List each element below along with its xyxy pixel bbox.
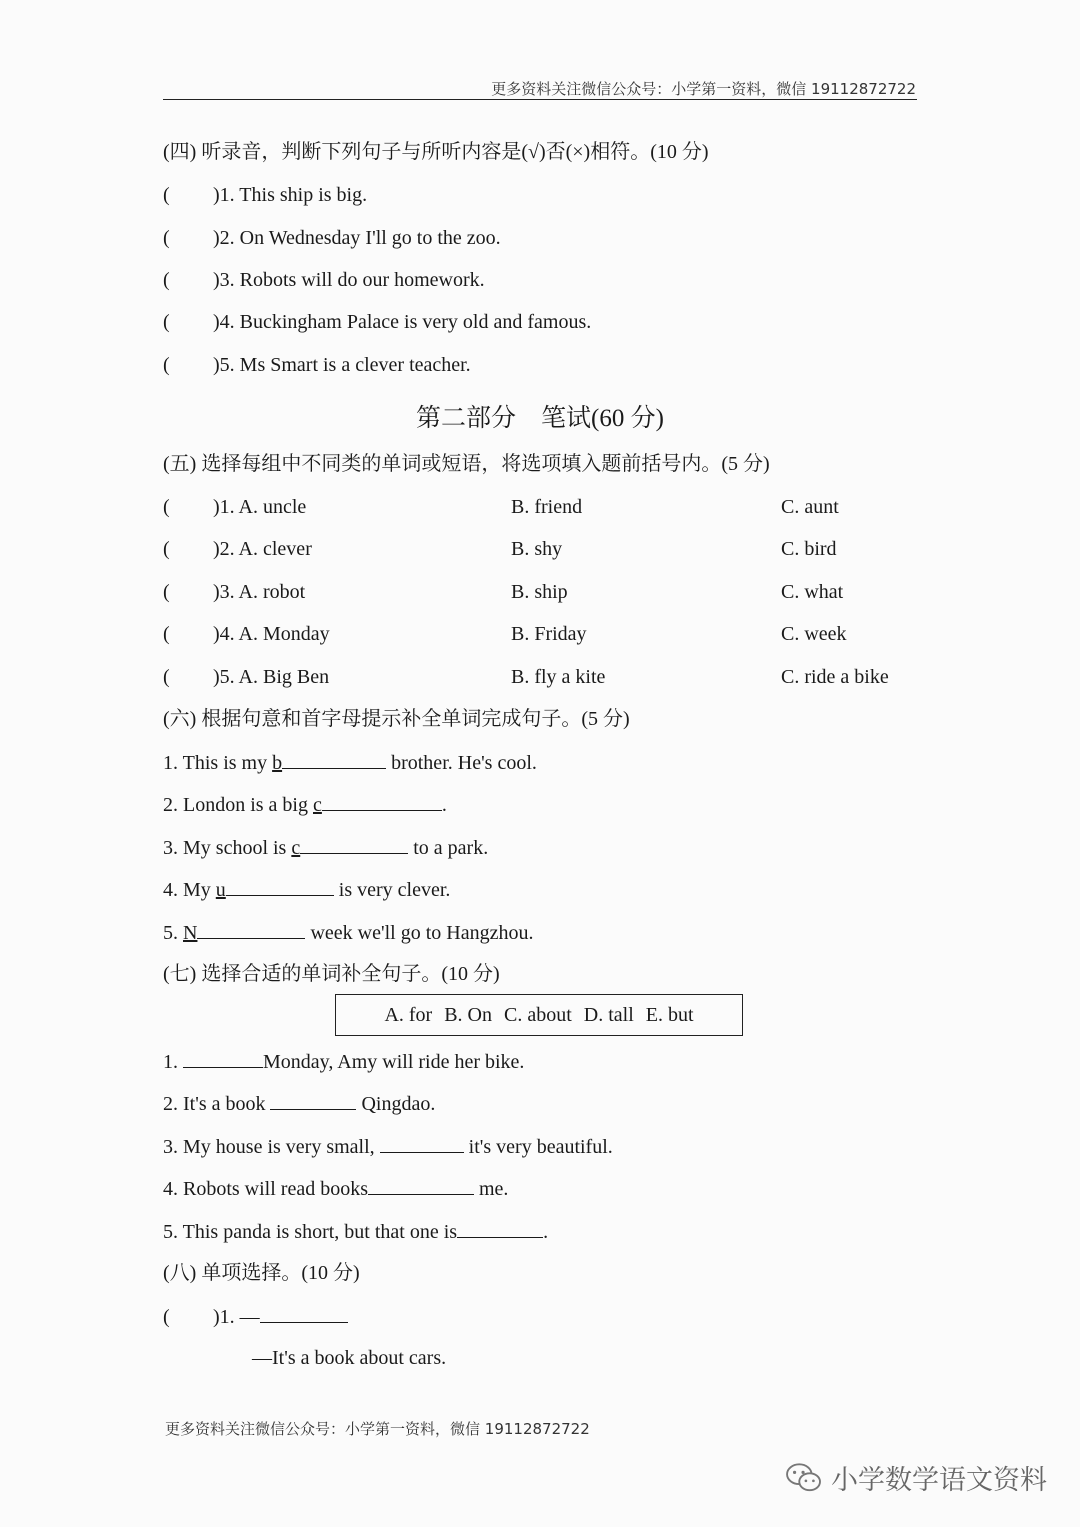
question-seven-3: 3. My house is very small, it's very beautiful. <box>163 1136 613 1158</box>
question-four-2: ( )2. On Wednesday I'll go to the zoo. <box>163 227 501 249</box>
option-b: B. shy <box>511 538 563 560</box>
section-title-seven: (七) 选择合适的单词补全句子。(10 分) <box>163 963 500 985</box>
word-option: B. On <box>444 1004 492 1026</box>
question-eight-1: ( )1. — <box>163 1304 348 1329</box>
header-rule <box>163 99 917 100</box>
answer-paren: ( <box>163 311 170 333</box>
question-five-1: ( )1. A. uncle <box>163 496 307 518</box>
question-four-3: ( )3. Robots will do our homework. <box>163 269 485 291</box>
question-six-5: 5. N week we'll go to Hangzhou. <box>163 922 534 944</box>
page-footer: 更多资料关注微信公众号：小学第一资料，微信 19112872722 <box>165 1420 590 1438</box>
answer-blank <box>300 835 408 854</box>
answer-blank <box>260 1304 348 1323</box>
answer-blank <box>457 1219 543 1238</box>
question-five-4: ( )4. A. Monday <box>163 623 330 645</box>
option-c: C. what <box>781 581 844 603</box>
question-seven-5: 5. This panda is short, but that one is . <box>163 1221 549 1243</box>
question-four-1: ( )1. This ship is big. <box>163 184 368 206</box>
option-c: C. week <box>781 623 847 645</box>
section-title-six: (六) 根据句意和首字母提示补全单词完成句子。(5 分) <box>163 708 630 730</box>
question-five-5: ( )5. A. Big Ben <box>163 666 330 688</box>
word-bank-box <box>335 994 743 1036</box>
answer-blank <box>368 1176 474 1195</box>
hint-letter: c <box>313 794 322 816</box>
question-five-3: ( )3. A. robot <box>163 581 306 603</box>
hint-letter: N <box>183 922 198 944</box>
question-six-1: 1. This is my b brother. He's cool. <box>163 752 537 774</box>
word-option: A. for <box>384 1004 433 1026</box>
answer-blank <box>183 1049 263 1068</box>
part-two-heading: 第二部分 笔试(60 分) <box>416 405 664 432</box>
dialogue-answer: —It's a book about cars. <box>252 1347 447 1369</box>
answer-paren: ( <box>163 269 170 291</box>
option-c: C. aunt <box>781 496 839 518</box>
hint-letter: b <box>272 752 283 774</box>
section-title-eight: (八) 单项选择。(10 分) <box>163 1262 360 1284</box>
hint-letter: c <box>291 837 301 859</box>
question-six-2: 2. London is a big c . <box>163 794 447 816</box>
question-six-4: 4. My u is very clever. <box>163 879 451 901</box>
section-title-five: (五) 选择每组中不同类的单词或短语，将选项填入题前括号内。(5 分) <box>163 453 770 475</box>
question-four-5: ( )5. Ms Smart is a clever teacher. <box>163 354 471 376</box>
watermark <box>785 1458 1047 1497</box>
option-c: C. ride a bike <box>781 666 889 688</box>
answer-paren: ( <box>163 227 170 249</box>
watermark-text: 小学数学语文资料 <box>831 1465 1047 1496</box>
page-header: 更多资料关注微信公众号：小学第一资料，微信 19112872722 <box>491 80 916 98</box>
question-seven-1: 1. Monday, Amy will ride her bike. <box>163 1051 525 1073</box>
wechat-icon <box>785 1462 823 1494</box>
option-b: B. fly a kite <box>511 666 606 688</box>
answer-blank <box>270 1091 356 1110</box>
question-six-3: 3. My school is c to a park. <box>163 837 489 859</box>
option-c: C. bird <box>781 538 837 560</box>
question-four-4: ( )4. Buckingham Palace is very old and famous. <box>163 311 592 333</box>
answer-blank <box>322 792 442 811</box>
hint-letter: u <box>215 879 226 901</box>
answer-blank <box>197 920 305 939</box>
answer-blank <box>380 1134 464 1153</box>
question-five-2: ( )2. A. clever <box>163 538 312 560</box>
answer-blank <box>226 877 334 896</box>
answer-paren: ( <box>163 184 170 206</box>
word-option: D. tall <box>583 1004 634 1026</box>
word-option: E. but <box>645 1004 694 1026</box>
answer-blank <box>282 750 386 769</box>
answer-paren: ( <box>163 354 170 376</box>
option-b: B. friend <box>511 496 583 518</box>
option-b: B. Friday <box>511 623 587 645</box>
question-seven-2: 2. It's a book Qingdao. <box>163 1093 436 1115</box>
word-option: C. about <box>504 1004 572 1026</box>
section-title-four: (四) 听录音，判断下列句子与所听内容是(√)否(×)相符。(10 分) <box>163 141 709 163</box>
option-b: B. ship <box>511 581 568 603</box>
question-seven-4: 4. Robots will read books me. <box>163 1178 509 1200</box>
